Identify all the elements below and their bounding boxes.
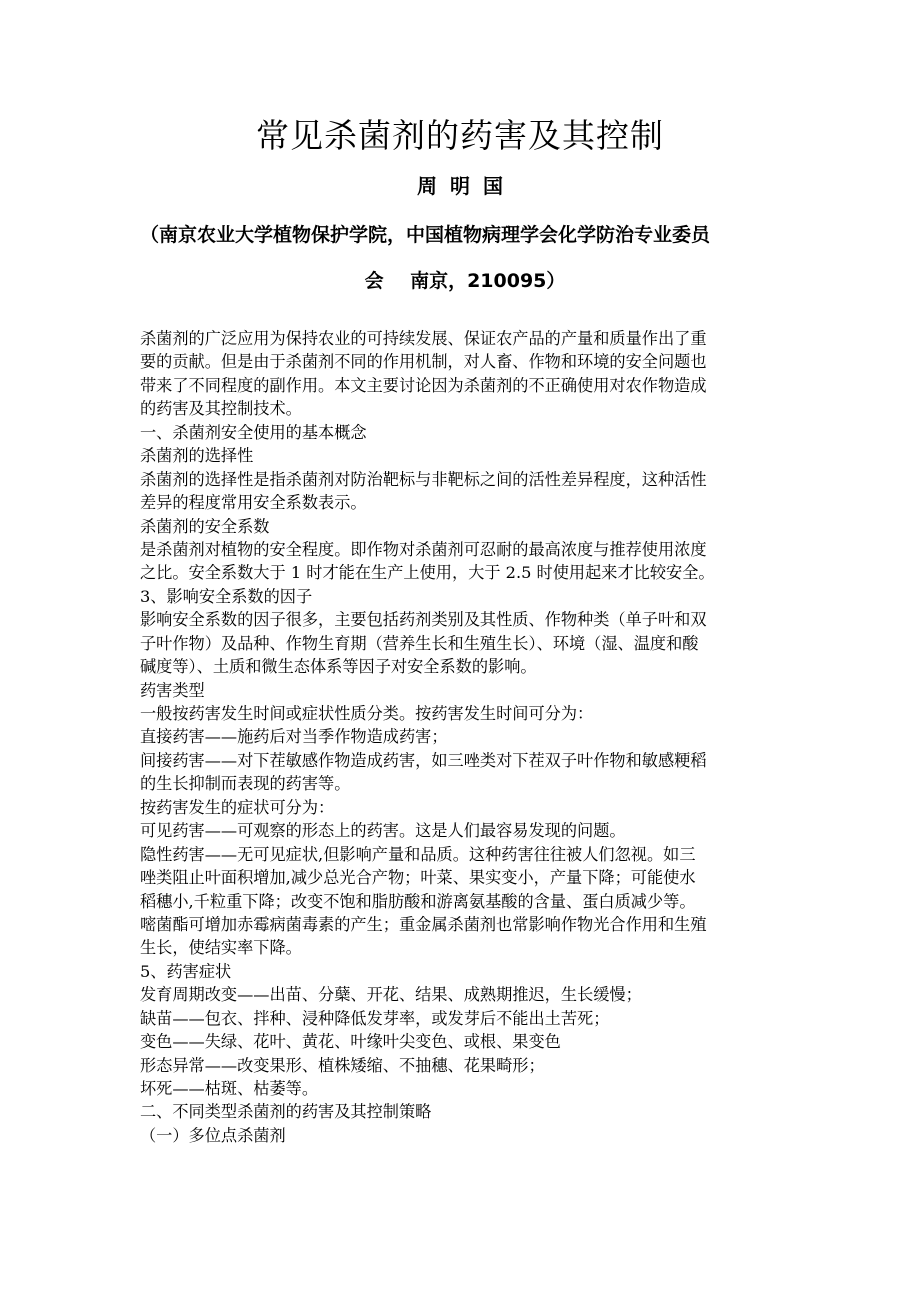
text-line: 间接药害——对下茬敏感作物造成药害，如三唑类对下茬双子叶作物和敏感粳稻	[140, 750, 707, 770]
text-line: 按药害发生的症状可分为：	[140, 797, 335, 817]
text-line: 是杀菌剂对植物的安全程度。即作物对杀菌剂可忍耐的最高浓度与推荐使用浓度	[140, 539, 707, 559]
text-line: 一般按药害发生时间或症状性质分类。按药害发生时间可分为：	[140, 704, 594, 723]
text-line: 生长，使结实率下降。	[140, 938, 302, 958]
text-line: 形态异常——改变果形、植株矮缩、不抽穗、花果畸形；	[140, 1055, 545, 1075]
text-line: 杀菌剂的广泛应用为保持农业的可持续发展、保证农产品的产量和质量作出了重	[140, 329, 707, 348]
subheading: 5、药害症状	[140, 961, 232, 981]
subheading: 杀菌剂的安全系数	[140, 516, 270, 536]
affiliation-line-2: 会 南京，210095）	[364, 270, 566, 292]
text-line: 坏死——枯斑、枯萎等。	[140, 1079, 319, 1098]
text-line: 的药害及其控制技术。	[140, 399, 302, 419]
author-name: 周 明 国	[417, 174, 503, 198]
text-line: 差异的程度常用安全系数表示。	[140, 493, 367, 513]
text-line: 稻穗小,千粒重下降；改变不饱和脂肪酸和游离氨基酸的含量、蛋白质减少等。	[140, 891, 696, 911]
text-line: 发育周期改变——出苗、分蘖、开花、结果、成熟期推迟，生长缓慢；	[140, 985, 642, 1005]
body-text	[140, 327, 788, 1147]
text-line: 的生长抑制而表现的药害等。	[140, 774, 351, 794]
subheading: 药害类型	[140, 680, 205, 700]
text-line: 之比。安全系数大于 1 时才能在生产上使用，大于 2.5 时使用起来才比较安全。	[140, 563, 715, 583]
text-line: 隐性药害——无可见症状,但影响产量和品质。这种药害往往被人们忽视。如三	[140, 844, 696, 864]
text-line: 变色——失绿、花叶、黄花、叶缘叶尖变色、或根、果变色	[140, 1032, 561, 1052]
section-heading: 一、杀菌剂安全使用的基本概念	[140, 422, 367, 442]
subheading: （一）多位点杀菌剂	[140, 1125, 286, 1145]
text-line: 子叶作物）及品种、作物生育期（营养生长和生殖生长）、环境（湿、温度和酸	[140, 633, 699, 653]
text-line: 缺苗——包衣、拌种、浸种降低发芽率，或发芽后不能出土苦死；	[140, 1008, 610, 1028]
text-line: 嘧菌酯可增加赤霉病菌毒素的产生；重金属杀菌剂也常影响作物光合作用和生殖	[140, 914, 707, 934]
subheading: 3、影响安全系数的因子	[140, 586, 313, 606]
text-line: 碱度等）、土质和微生态体系等因子对安全系数的影响。	[140, 657, 537, 677]
affiliation-line-1: （南京农业大学植物保护学院，中国植物病理学会化学防治专业委员	[140, 224, 711, 246]
text-line: 要的贡献。但是由于杀菌剂不同的作用机制，对人畜、作物和环境的安全问题也	[140, 352, 707, 372]
text-line: 直接药害——施药后对当季作物造成药害；	[140, 727, 448, 747]
text-line: 唑类阻止叶面积增加,减少总光合产物；叶菜、果实变小，产量下降；可能使水	[140, 868, 696, 888]
document-title: 常见杀菌剂的药害及其控制	[256, 116, 664, 155]
text-line: 可见药害——可观察的形态上的药害。这是人们最容易发现的问题。	[140, 821, 626, 841]
affiliation	[140, 212, 790, 304]
text-line: 杀菌剂的选择性是指杀菌剂对防治靶标与非靶标之间的活性差异程度，这种活性	[140, 469, 707, 489]
text-line: 影响安全系数的因子很多，主要包括药剂类别及其性质、作物种类（单子叶和双	[140, 610, 707, 630]
section-heading: 二、不同类型杀菌剂的药害及其控制策略	[140, 1102, 432, 1122]
text-line: 带来了不同程度的副作用。本文主要讨论因为杀菌剂的不正确使用对农作物造成	[140, 375, 707, 395]
subheading: 杀菌剂的选择性	[140, 446, 254, 466]
